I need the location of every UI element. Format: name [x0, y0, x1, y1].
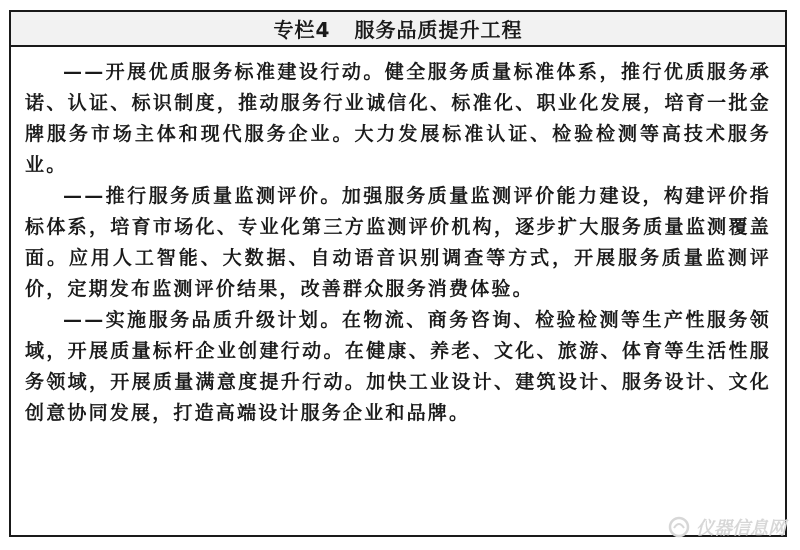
feature-box — [9, 10, 787, 537]
box-title: 服务品质提升工程 — [354, 18, 523, 42]
box-body — [11, 47, 785, 429]
watermark — [668, 514, 786, 540]
watermark-logo-icon — [668, 516, 690, 538]
box-header — [11, 12, 785, 47]
watermark-text: 仪器信息网 — [696, 518, 786, 539]
paragraph-quality-upgrade: ——实施服务品质升级计划。在物流、商务咨询、检验检测等生产性服务领域，开展质量标杆企业创建行动。在健康、养老、文化、旅游、体育等生活性服务领域，开展质量满意度提升行动。加快工业设计、建筑设计、服务设计、文化创意协同发展，打造高端设计服务企业和品牌。 — [25, 309, 771, 424]
paragraph-quality-monitoring: ——推行服务质量监测评价。加强服务质量监测评价能力建设，构建评价指标体系，培育市场化、专业化第三方监测评价机构，逐步扩大服务质量监测覆盖面。应用人工智能、大数据、自动语音识别调查等方式，开展服务质量监测评价，定期发布监测评价结果，改善群众服务消费体验。 — [25, 185, 771, 300]
paragraph-standard-building: ——开展优质服务标准建设行动。健全服务质量标准体系，推行优质服务承诺、认证、标识制度，推动服务行业诚信化、标准化、职业化发展，培育一批金牌服务市场主体和现代服务企业。大力发展标准认证、检验检测等高技术服务业。 — [25, 61, 771, 176]
box-label: 专栏4 — [273, 18, 331, 42]
